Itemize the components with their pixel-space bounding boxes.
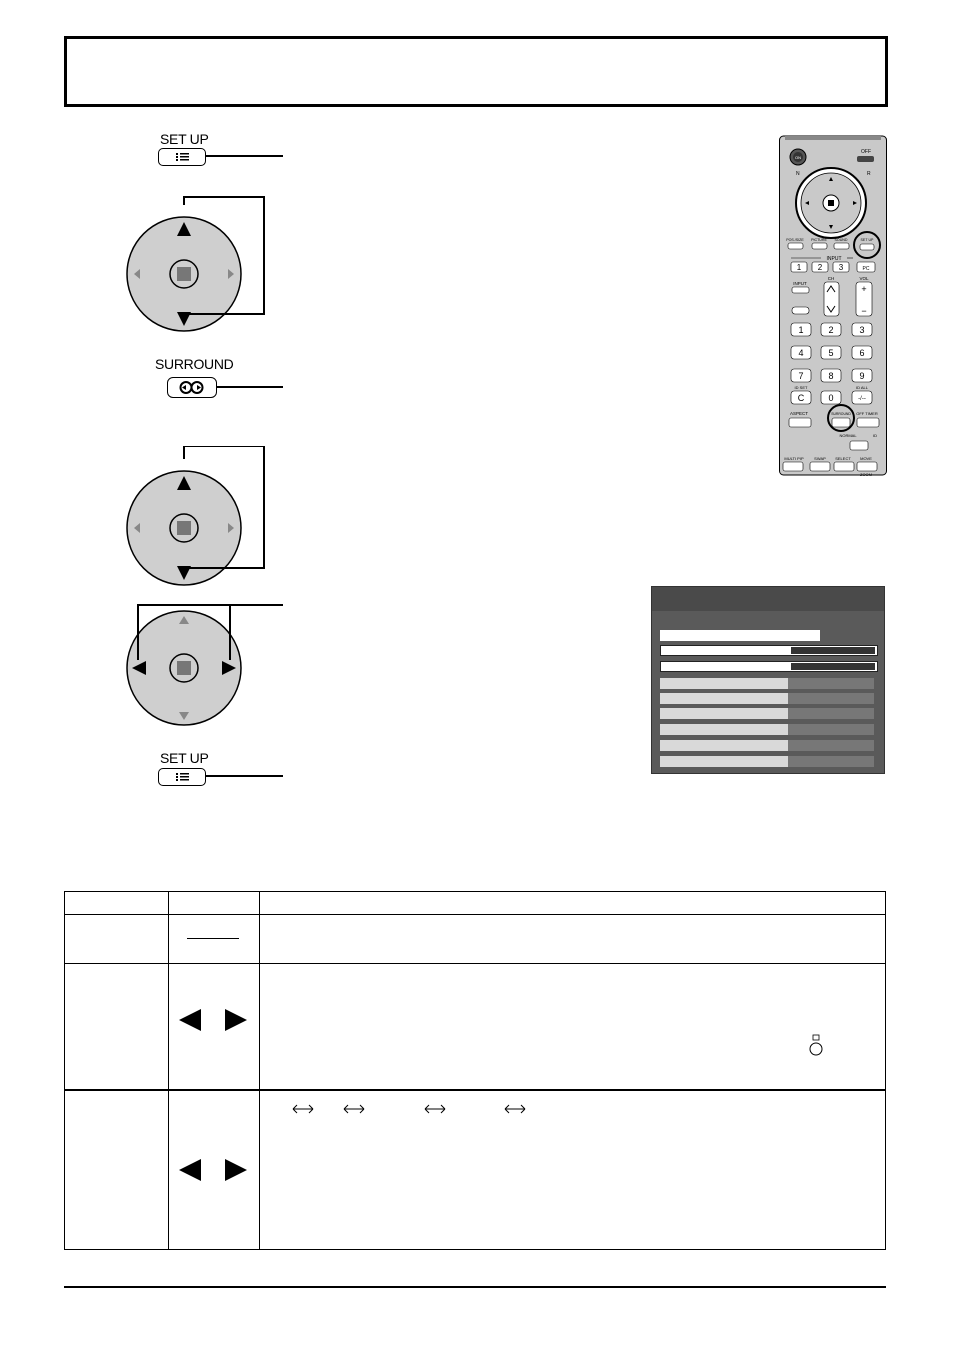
remote-key-3: 3 xyxy=(859,325,865,335)
menu-row xyxy=(660,740,874,751)
setup-button[interactable] xyxy=(158,768,206,786)
remote-input-group-label: INPUT xyxy=(826,256,842,262)
setup-button-label: SET UP xyxy=(160,131,209,147)
remote-key-2: 2 xyxy=(828,325,834,335)
setup-button[interactable] xyxy=(158,148,206,166)
remote-setup-label: SET UP xyxy=(860,238,874,242)
left-right-arrows-icon xyxy=(179,1158,249,1182)
remote-key-6: 6 xyxy=(859,348,865,358)
menu-row xyxy=(660,724,874,735)
surround-button[interactable] xyxy=(167,377,217,398)
menu-row xyxy=(660,678,874,689)
remote-swap-label: SWAP xyxy=(814,456,826,461)
remote-normal-label: NORMAL xyxy=(839,433,857,438)
remote-key-5: 5 xyxy=(828,348,834,358)
menu-heading-bar xyxy=(660,630,820,641)
remote-on-label: ON xyxy=(795,155,801,160)
page-title-box xyxy=(64,36,888,107)
footer-rule xyxy=(64,1286,886,1288)
remote-key-0: 0 xyxy=(828,393,834,403)
remote-aspect-label: ASPECT xyxy=(789,411,809,416)
remote-key-7: 7 xyxy=(798,371,804,381)
remote-key-8: 8 xyxy=(828,371,834,381)
remote-r-label: R xyxy=(867,171,871,177)
table-row-divider xyxy=(65,1089,885,1091)
remote-picture-label: PICTURE xyxy=(811,238,827,242)
menu-row xyxy=(660,693,874,704)
left-right-arrows-icon xyxy=(179,1008,249,1032)
surround-button-label: SURROUND xyxy=(155,356,234,372)
remote-input-label: INPUT xyxy=(793,281,807,286)
setup-button-label: SET UP xyxy=(160,750,209,766)
remote-ch-label: CH xyxy=(827,276,835,281)
onscreen-menu-preview xyxy=(651,586,885,774)
menu-row xyxy=(660,756,874,767)
remote-input1: 1 xyxy=(796,263,802,272)
remote-key-dash: -/-- xyxy=(858,396,866,402)
remote-sound-label: SOUND xyxy=(834,238,848,242)
remote-off-timer-label: OFF TIMER xyxy=(856,411,878,416)
remote-multi-pip-label: MULTI PIP xyxy=(784,456,804,461)
callout-line xyxy=(216,386,283,388)
not-applicable-dash xyxy=(187,938,239,939)
remote-zoom-label: ZOOM xyxy=(860,472,872,476)
cursor-pad-left-right[interactable] xyxy=(126,600,286,730)
remote-key-4: 4 xyxy=(798,348,804,358)
cursor-pad-up-down[interactable] xyxy=(126,446,286,586)
cursor-pad-up-down[interactable] xyxy=(126,192,286,332)
remote-vol-label: VOL xyxy=(859,276,869,281)
remote-id-set-label: ID SET xyxy=(794,385,808,390)
remote-off-label: OFF xyxy=(861,149,871,155)
remote-key-9: 9 xyxy=(859,371,865,381)
cycle-arrows-icon xyxy=(291,1102,531,1116)
remote-input3: 3 xyxy=(838,263,844,272)
settings-table xyxy=(64,891,886,1250)
remote-key-1: 1 xyxy=(798,325,804,335)
remote-pc: PC xyxy=(862,266,870,272)
remote-select-label: SELECT xyxy=(835,456,851,461)
svg-text:+: + xyxy=(861,284,867,294)
remote-n-label: N xyxy=(796,171,800,177)
table-row-divider xyxy=(65,914,885,915)
table-column-divider xyxy=(259,892,260,1249)
remote-pos-size-label: POS./SIZE xyxy=(786,238,804,242)
remote-id-label: ID xyxy=(873,433,877,438)
menu-list-icon xyxy=(159,769,205,785)
menu-row-selected xyxy=(660,661,878,672)
menu-row xyxy=(660,708,874,719)
remote-surround-label: SURROUND xyxy=(831,412,851,416)
menu-row-selected xyxy=(660,645,878,656)
remote-key-c: C xyxy=(797,393,805,403)
remote-input2: 2 xyxy=(817,263,823,272)
callout-line xyxy=(205,775,283,777)
menu-list-icon xyxy=(159,149,205,165)
table-row-divider xyxy=(65,963,885,964)
svg-text:−: − xyxy=(861,306,867,316)
button-icon xyxy=(808,1034,824,1056)
callout-line xyxy=(205,155,283,157)
remote-control xyxy=(779,134,887,476)
surround-icon xyxy=(168,378,216,397)
menu-title-bar xyxy=(652,587,884,611)
table-column-divider xyxy=(168,892,169,1249)
remote-move-label: MOVE xyxy=(860,456,872,461)
remote-id-all-label: ID ALL xyxy=(855,385,869,390)
